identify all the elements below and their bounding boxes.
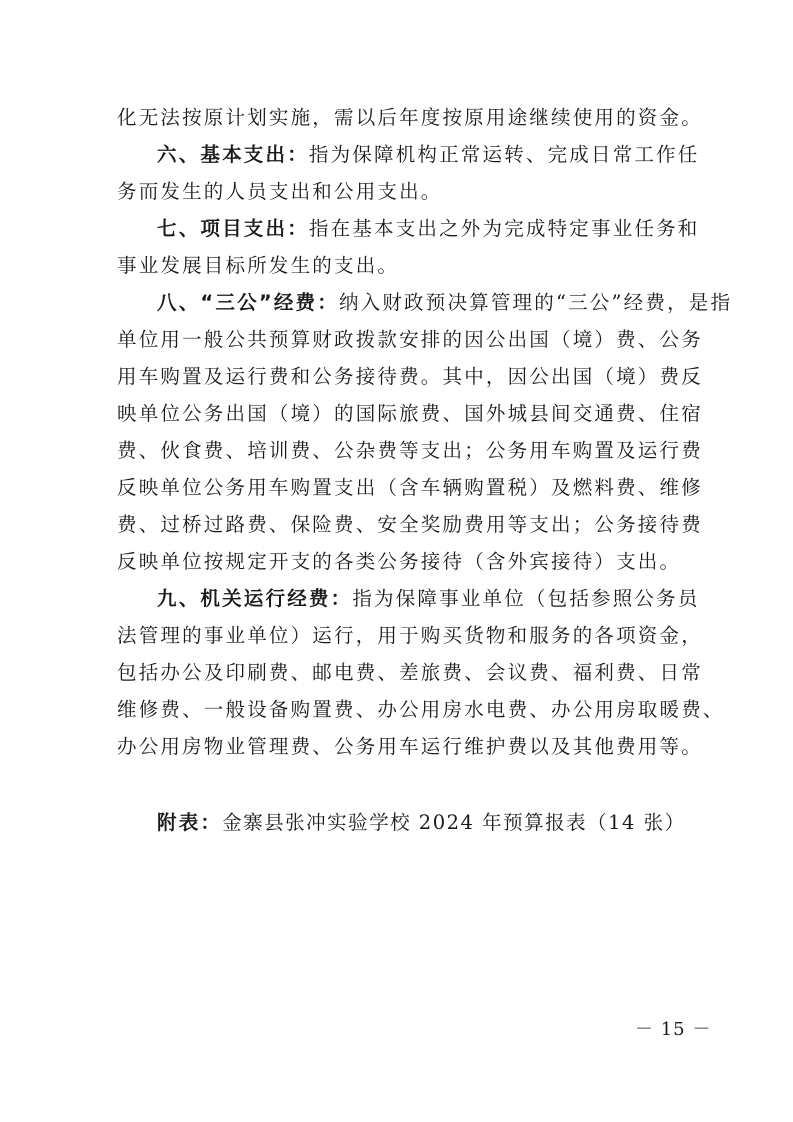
paragraph-line: [117, 362, 703, 392]
paragraph-text: 办公用房物业管理费、公务用车运行维护费以及其他费用等。: [117, 735, 703, 758]
paragraph-operating-expenses: [157, 584, 733, 614]
paragraph-heading: 六、基本支出：: [157, 143, 309, 166]
paragraph-line: [117, 732, 703, 762]
paragraph-line: [117, 436, 703, 466]
paragraph-heading: 八、“三公”经费：: [157, 291, 339, 314]
attachment-note: [157, 808, 686, 838]
paragraph-text: 指在基本支出之外为完成特定事业任务和: [308, 217, 700, 240]
paragraph-line: [117, 621, 703, 651]
paragraph-line: [117, 103, 703, 133]
paragraph-line: [117, 251, 693, 281]
paragraph-text: 指为保障事业单位（包括参照公务员: [352, 587, 700, 610]
paragraph-line: [117, 695, 725, 725]
paragraph-basic-expenditure: [157, 140, 733, 170]
paragraph-text: 费、伙食费、培训费、公杂费等支出；公务用车购置及运行费: [117, 439, 703, 462]
paragraph-line: [117, 325, 703, 355]
paragraph-text: 反映单位公务用车购置支出（含车辆购置税）及燃料费、维修: [117, 476, 703, 499]
paragraph-project-expenditure: [157, 214, 733, 244]
paragraph-text: 指为保障机构正常运转、完成日常工作任: [308, 143, 700, 166]
paragraph-line: [117, 399, 703, 429]
paragraph-heading: 七、项目支出：: [157, 217, 309, 240]
paragraph-line: [117, 547, 693, 577]
paragraph-text: 费、过桥过路费、保险费、安全奖励费用等支出；公务接待费: [117, 513, 703, 536]
paragraph-line: [117, 510, 703, 540]
paragraph-text: 事业发展目标所发生的支出。: [117, 254, 400, 277]
paragraph-text: 务而发生的人员支出和公用支出。: [117, 180, 443, 203]
attachment-label: 附表：: [157, 811, 223, 834]
paragraph-line: [117, 177, 693, 207]
paragraph-text: 维修费、一般设备购置费、办公用房水电费、办公用房取暖费、: [117, 698, 725, 721]
paragraph-heading: 九、机关运行经费：: [157, 587, 353, 610]
paragraph-text: 纳入财政预决算管理的“三公”经费，是指: [338, 291, 733, 314]
attachment-text: 金寨县张冲实验学校 2024 年预算报表（14 张）: [222, 811, 686, 834]
paragraph-text: 包括办公及印刷费、邮电费、差旅费、会议费、福利费、日常: [117, 661, 703, 684]
paragraph-line: [117, 473, 703, 503]
paragraph-text: 法管理的事业单位）运行，用于购买货物和服务的各项资金，: [117, 624, 703, 647]
paragraph-text: 单位用一般公共预算财政拨款安排的因公出国（境）费、公务: [117, 328, 703, 351]
paragraph-text: 化无法按原计划实施，需以后年度按原用途继续使用的资金。: [117, 106, 703, 129]
page-number: － 15 －: [635, 1019, 712, 1040]
paragraph-text: 映单位公务出国（境）的国际旅费、国外城县间交通费、住宿: [117, 402, 703, 425]
paragraph-text: 用车购置及运行费和公务接待费。其中，因公出国（境）费反: [117, 365, 703, 388]
paragraph-text: 反映单位按规定开支的各类公务接待（含外宾接待）支出。: [117, 550, 682, 573]
paragraph-three-public-expenses: [157, 288, 733, 318]
paragraph-line: [117, 658, 703, 688]
